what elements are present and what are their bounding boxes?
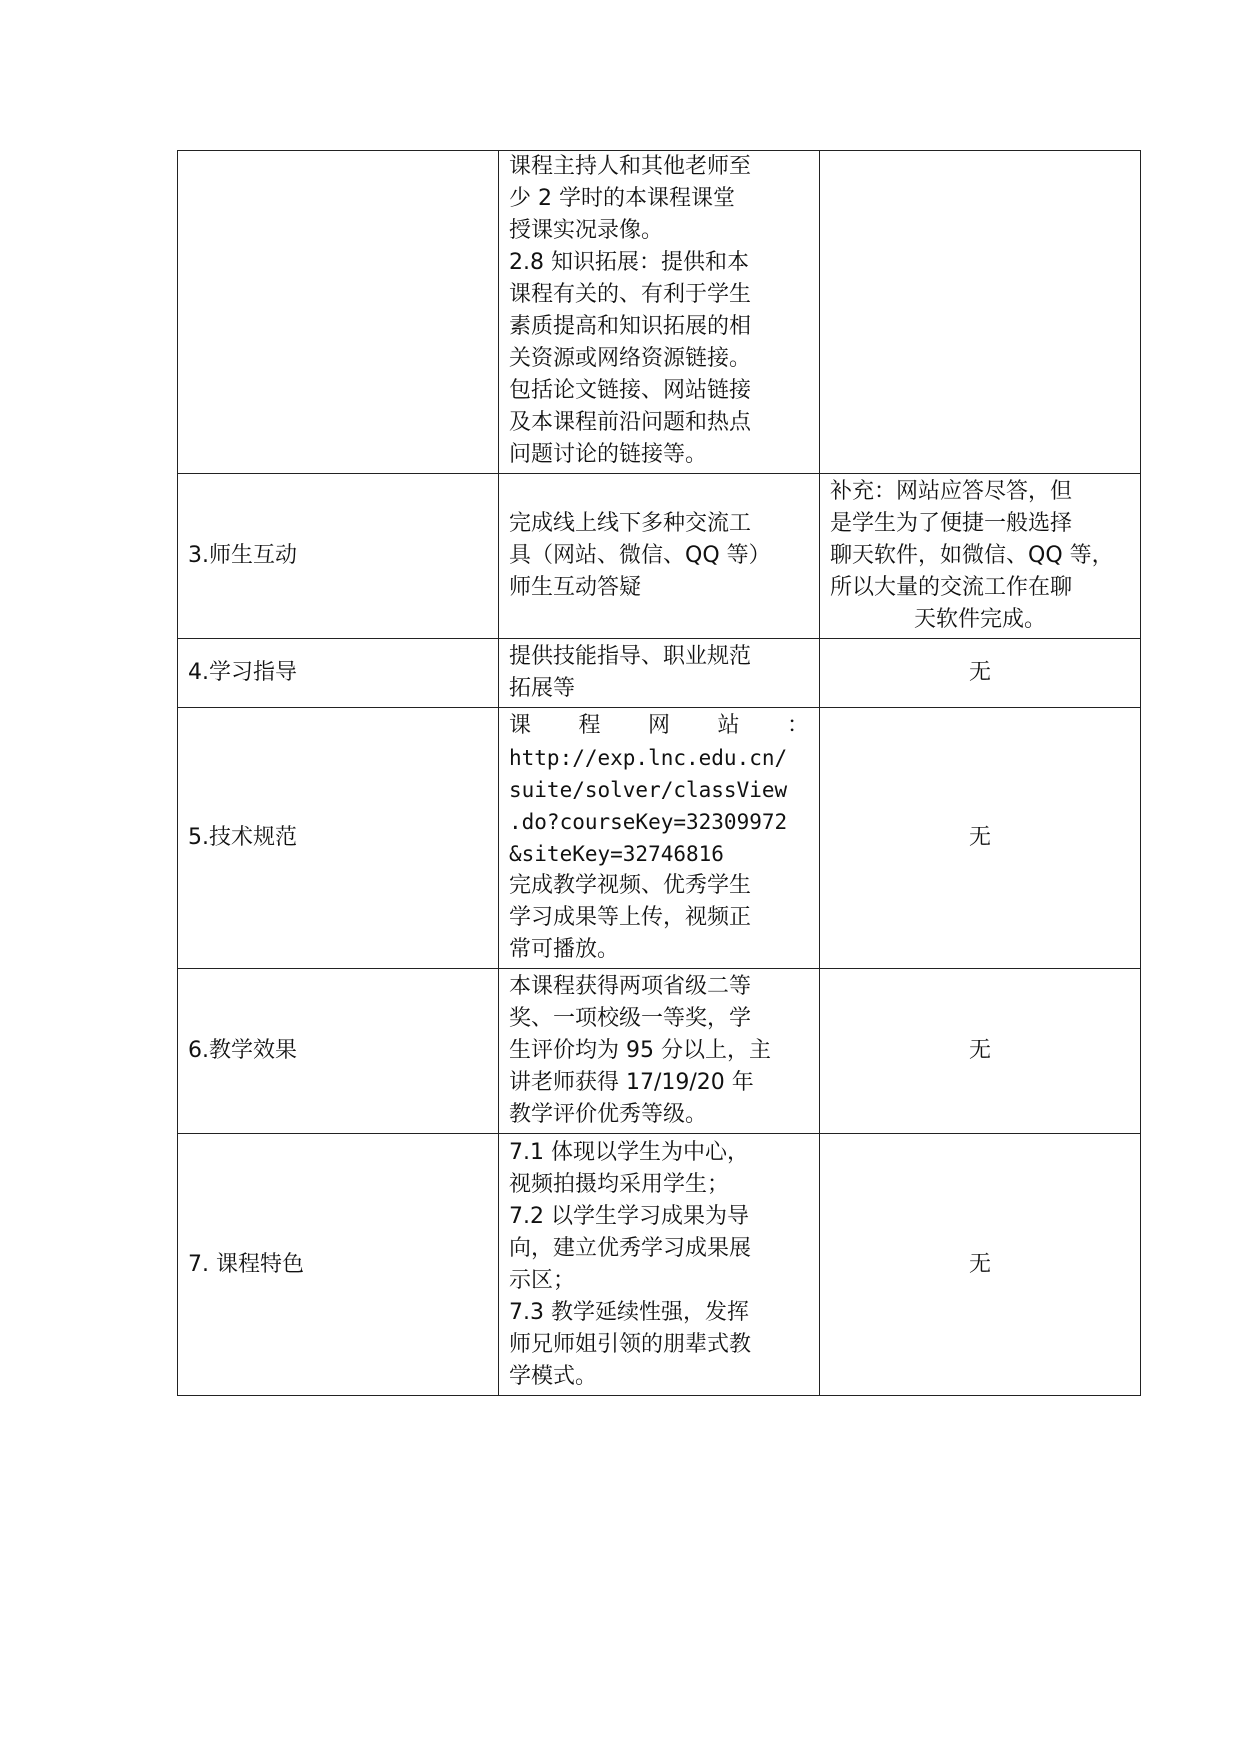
note-cell: 无 (820, 969, 1141, 1134)
content-line: 生评价均为 95 分以上，主 (509, 1038, 771, 1063)
note-cell: 无 (820, 708, 1141, 969)
content-line: 具（网站、微信、QQ 等） (509, 543, 771, 568)
content-cell (499, 151, 820, 474)
content-line: 课程主持人和其他老师至 (509, 154, 752, 179)
content-line: 7.3 教学延续性强，发挥 (509, 1299, 749, 1325)
content-cell (499, 969, 820, 1134)
evaluation-table (177, 150, 1141, 1396)
table-row (178, 1134, 1141, 1396)
note-line: 聊天软件，如微信、QQ 等， (830, 543, 1114, 568)
criterion-cell: 7. 课程特色 (178, 1134, 499, 1396)
content-line: 示区； (509, 1267, 576, 1293)
table-row (178, 639, 1141, 708)
content-line: 包括论文链接、网站链接 (509, 378, 752, 403)
note-cell: 无 (820, 639, 1141, 708)
content-line: 师生互动答疑 (509, 575, 642, 600)
note-line: 所以大量的交流工作在聊 (830, 575, 1073, 600)
note-cell (820, 151, 1141, 474)
content-line: 授课实况录像。 (509, 218, 664, 243)
content-line: 7.1 体现以学生为中心， (509, 1139, 749, 1165)
content-line: 完成教学视频、优秀学生 (509, 873, 752, 898)
criterion-cell: 5.技术规范 (178, 708, 499, 969)
criterion-cell: 4.学习指导 (178, 639, 499, 708)
content-line: 少 2 学时的本课程课堂 (509, 186, 735, 211)
content-line: 向，建立优秀学习成果展 (509, 1235, 752, 1261)
content-line: 关资源或网络资源链接。 (509, 346, 752, 371)
note-line: 补充：网站应答尽答，但 (830, 479, 1073, 504)
content-line: 常可播放。 (509, 937, 620, 962)
content-cell (499, 1134, 820, 1396)
url-line: http://exp.lnc.edu.cn/ (509, 746, 788, 770)
content-line: 提供技能指导、职业规范 (509, 644, 752, 669)
url-line: suite/solver/classView (509, 778, 788, 802)
content-cell (499, 708, 820, 969)
content-line: 本课程获得两项省级二等 (509, 974, 752, 999)
content-line: 问题讨论的链接等。 (509, 442, 708, 467)
url-line: &siteKey=32746816 (509, 842, 724, 866)
criterion-cell: 3.师生互动 (178, 474, 499, 639)
table-row (178, 474, 1141, 639)
note-cell (820, 474, 1141, 639)
content-line: 教学评价优秀等级。 (509, 1102, 708, 1127)
content-line: 完成线上线下多种交流工 (509, 511, 752, 536)
criterion-cell (178, 151, 499, 474)
content-line: 拓展等 (509, 676, 576, 701)
note-cell: 无 (820, 1134, 1141, 1396)
content-line: 课 程 网 站 ： (509, 713, 809, 738)
table-row (178, 151, 1141, 474)
content-line: 7.2 以学生学习成果为导 (509, 1203, 749, 1229)
content-cell (499, 639, 820, 708)
criterion-cell: 6.教学效果 (178, 969, 499, 1134)
content-line: 讲老师获得 17/19/20 年 (509, 1070, 754, 1095)
note-line: 是学生为了便捷一般选择 (830, 511, 1073, 536)
content-line: 学习成果等上传，视频正 (509, 905, 752, 930)
content-cell (499, 474, 820, 639)
content-line: 学模式。 (509, 1363, 598, 1389)
content-line: 及本课程前沿问题和热点 (509, 410, 752, 435)
url-line: .do?courseKey=32309972 (509, 810, 788, 834)
content-line: 2.8 知识拓展：提供和本 (509, 250, 749, 275)
content-line: 师兄师姐引领的朋辈式教 (509, 1331, 752, 1357)
content-line: 视频拍摄均采用学生； (509, 1171, 730, 1197)
table-row (178, 708, 1141, 969)
table-row (178, 969, 1141, 1134)
content-line: 素质提高和知识拓展的相 (509, 314, 752, 339)
content-line: 奖、一项校级一等奖，学 (509, 1006, 752, 1031)
content-line: 课程有关的、有利于学生 (509, 282, 752, 307)
note-line: 天软件完成。 (913, 607, 1046, 632)
